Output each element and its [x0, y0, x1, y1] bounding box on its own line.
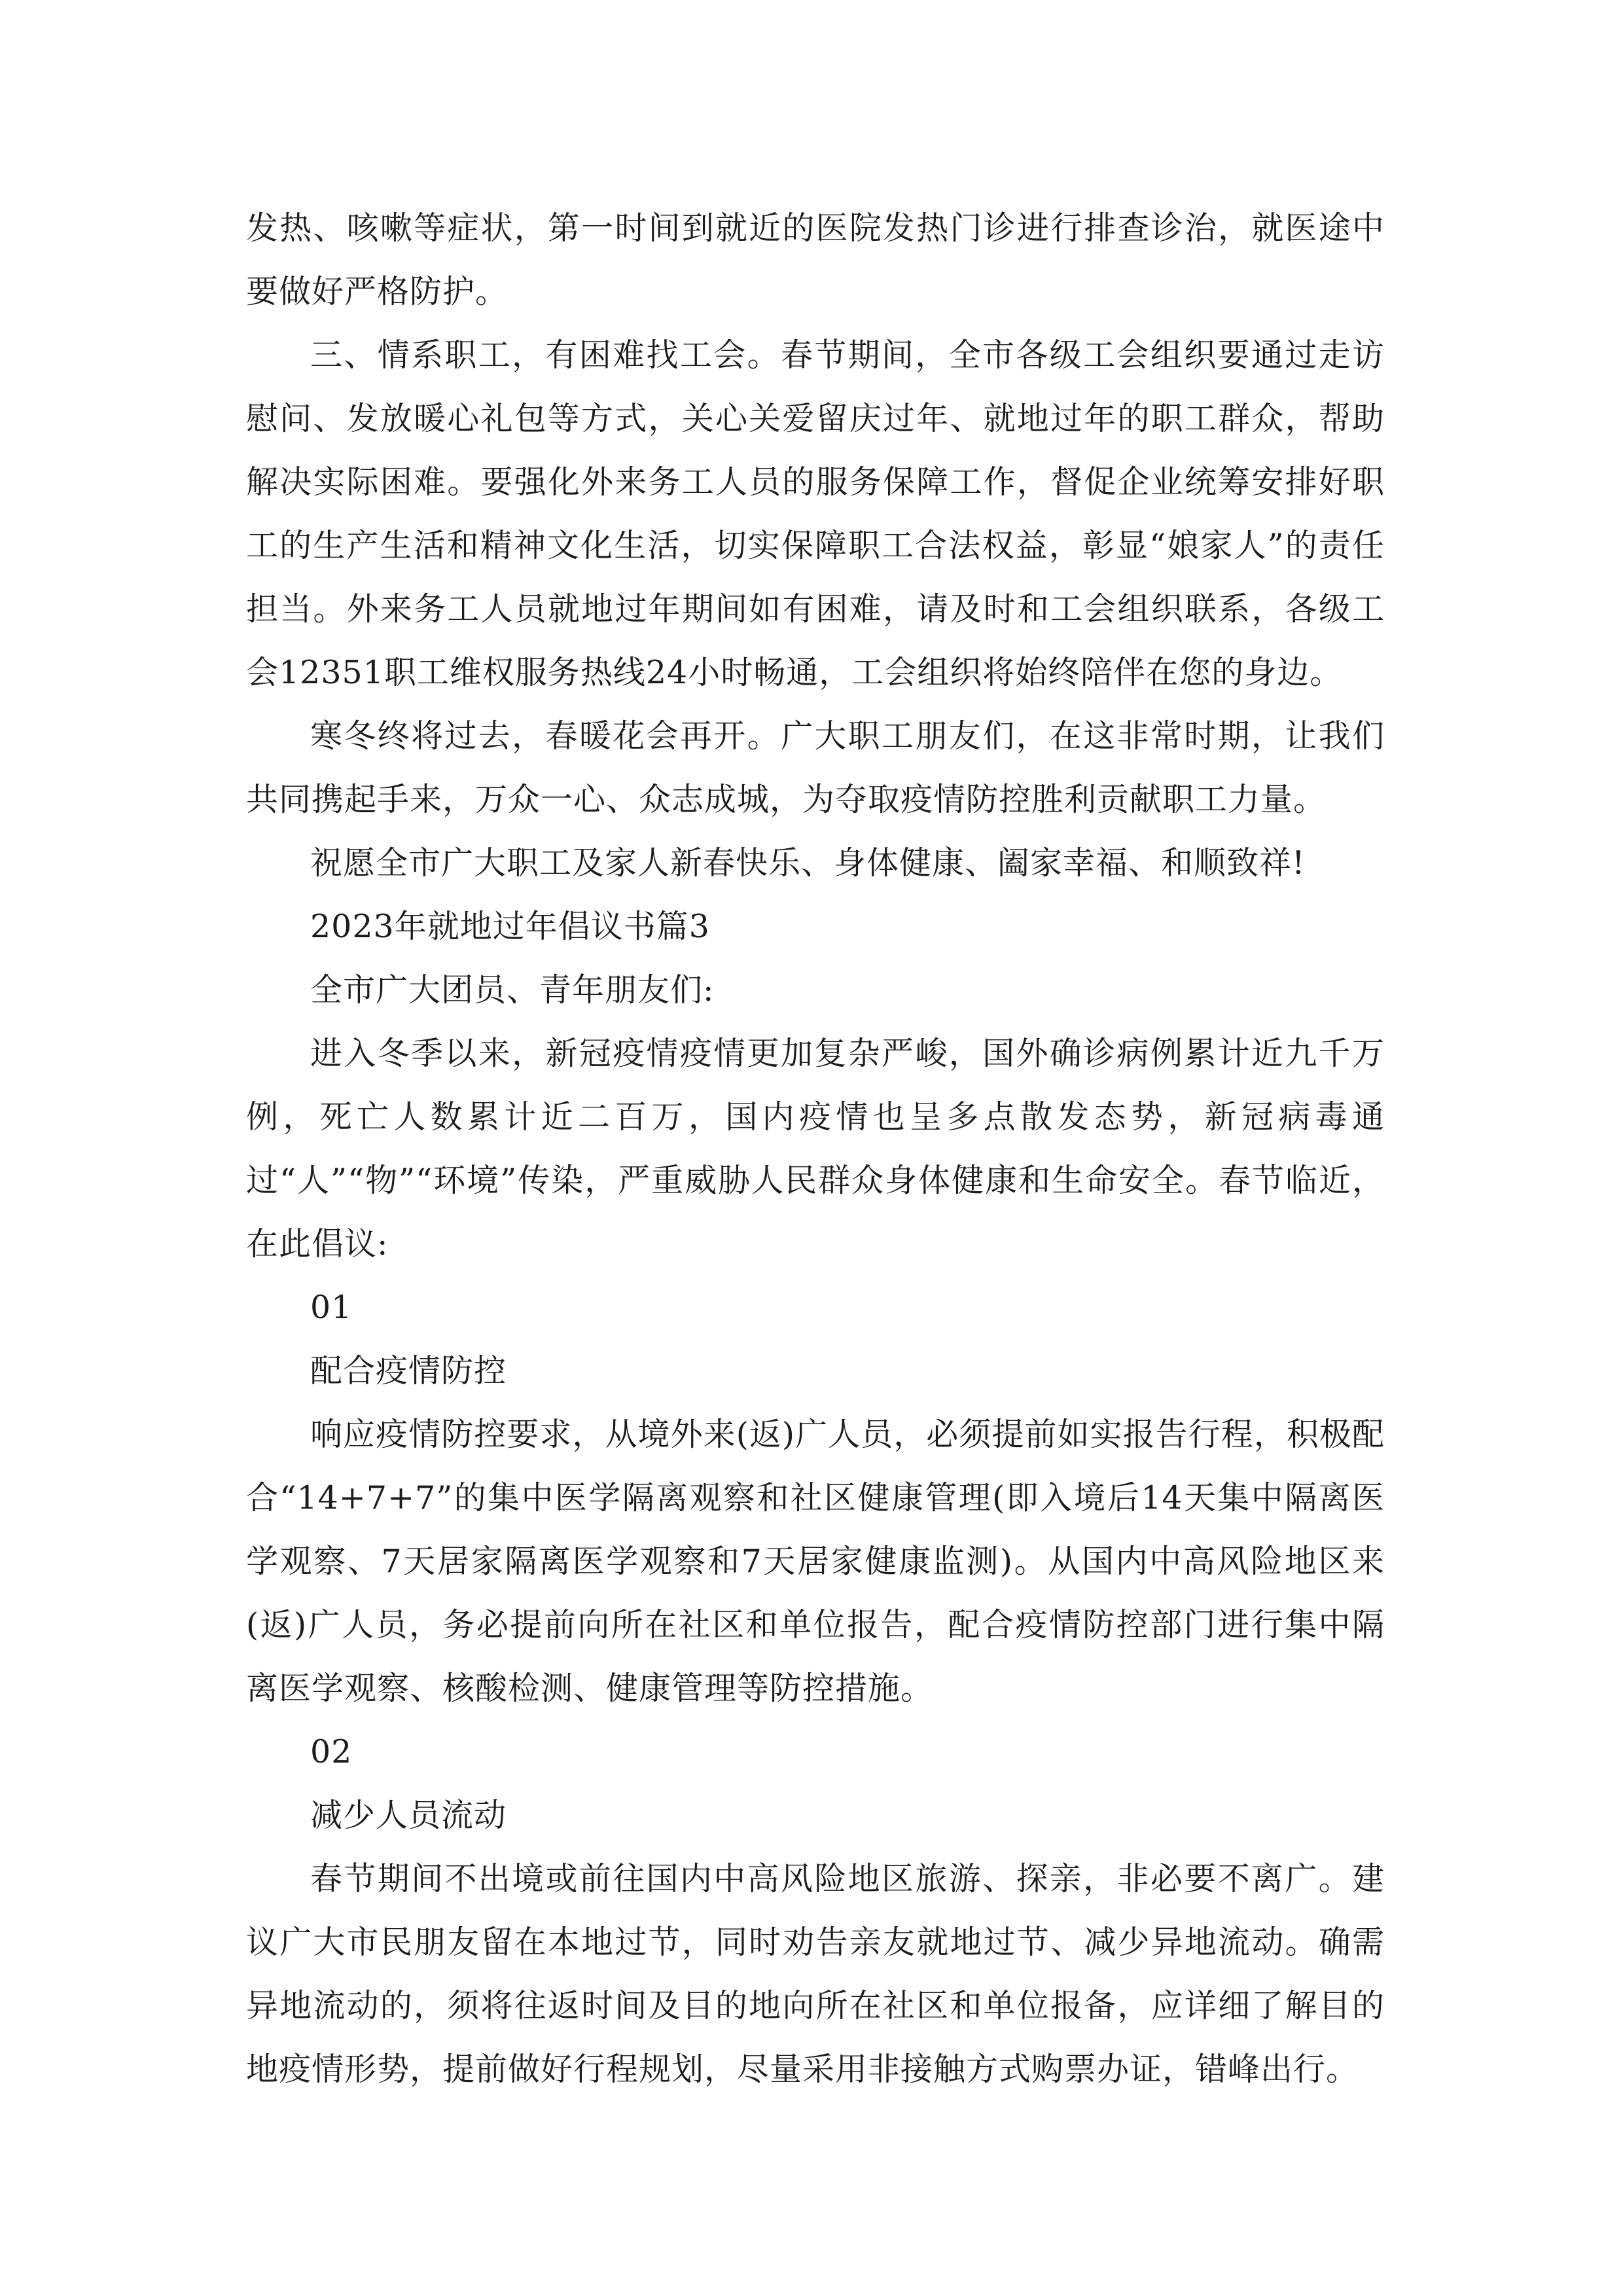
- salutation: 全市广大团员、青年朋友们:: [310, 971, 715, 1009]
- paragraph-cooperate-control: 响应疫情防控要求，从境外来(返)广人员，必须提前如实报告行程，积极配合“14+7+7”的集中医学隔离观察和社区健康管理(即入境后14天集中隔离医学观察、7天居家隔离医学观察和7天居家健康监测)。从国内中高风险地区来(返)广人员，务必提前向所在社区和单位报告，配合疫情防控部门进行集中隔离医学观察、核酸检测、健康管理等防控措施。: [246, 1416, 1385, 1707]
- paragraph-winter-passing: 寒冬终将过去，春暖花会再开。广大职工朋友们，在这非常时期，让我们共同携起手来，万众一心、众志成城，为夺取疫情防控胜利贡献职工力量。: [246, 717, 1385, 818]
- item-number-02: 02: [310, 1733, 353, 1770]
- paragraph-symptoms-continuation: 发热、咳嗽等症状，第一时间到就近的医院发热门诊进行排查诊治，就医途中要做好严格防护。: [246, 209, 1385, 310]
- paragraph-epidemic-situation: 进入冬季以来，新冠疫情疫情更加复杂严峻，国外确诊病例累计近九千万例，死亡人数累计近二百万，国内疫情也呈多点散发态势，新冠病毒通过“人”“物”“环境”传染，严重威胁人民群众身体健康和生命安全。春节临近，在此倡议:: [246, 1035, 1385, 1263]
- item-title-cooperate: 配合疫情防控: [310, 1352, 507, 1390]
- paragraph-reduce-movement: 春节期间不出境或前往国内中高风险地区旅游、探亲，非必要不离广。建议广大市民朋友留在本地过节，同时劝告亲友就地过节、减少异地流动。确需异地流动的，须将往返时间及目的地向所在社区和单位报备，应详细了解目的地疫情形势，提前做好行程规划，尽量采用非接触方式购票办证，错峰出行。: [246, 1860, 1385, 2088]
- document-body: [246, 196, 1385, 2101]
- paragraph-union-care: 三、情系职工，有困难找工会。春节期间，全市各级工会组织要通过走访慰问、发放暖心礼包等方式，关心关爱留庆过年、就地过年的职工群众，帮助解决实际困难。要强化外来务工人员的服务保障工作，督促企业统筹安排好职工的生产生活和精神文化生活，切实保障职工合法权益，彰显“娘家人”的责任担当。外来务工人员就地过年期间如有困难，请及时和工会组织联系，各级工会12351职工维权服务热线24小时畅通，工会组织将始终陪伴在您的身边。: [246, 336, 1385, 691]
- paragraph-blessing: 祝愿全市广大职工及家人新春快乐、身体健康、阖家幸福、和顺致祥!: [310, 844, 1306, 882]
- item-number-01: 01: [310, 1289, 353, 1326]
- item-title-reduce-movement: 减少人员流动: [310, 1797, 507, 1834]
- section-heading-proposal-3: 2023年就地过年倡议书篇3: [310, 908, 710, 945]
